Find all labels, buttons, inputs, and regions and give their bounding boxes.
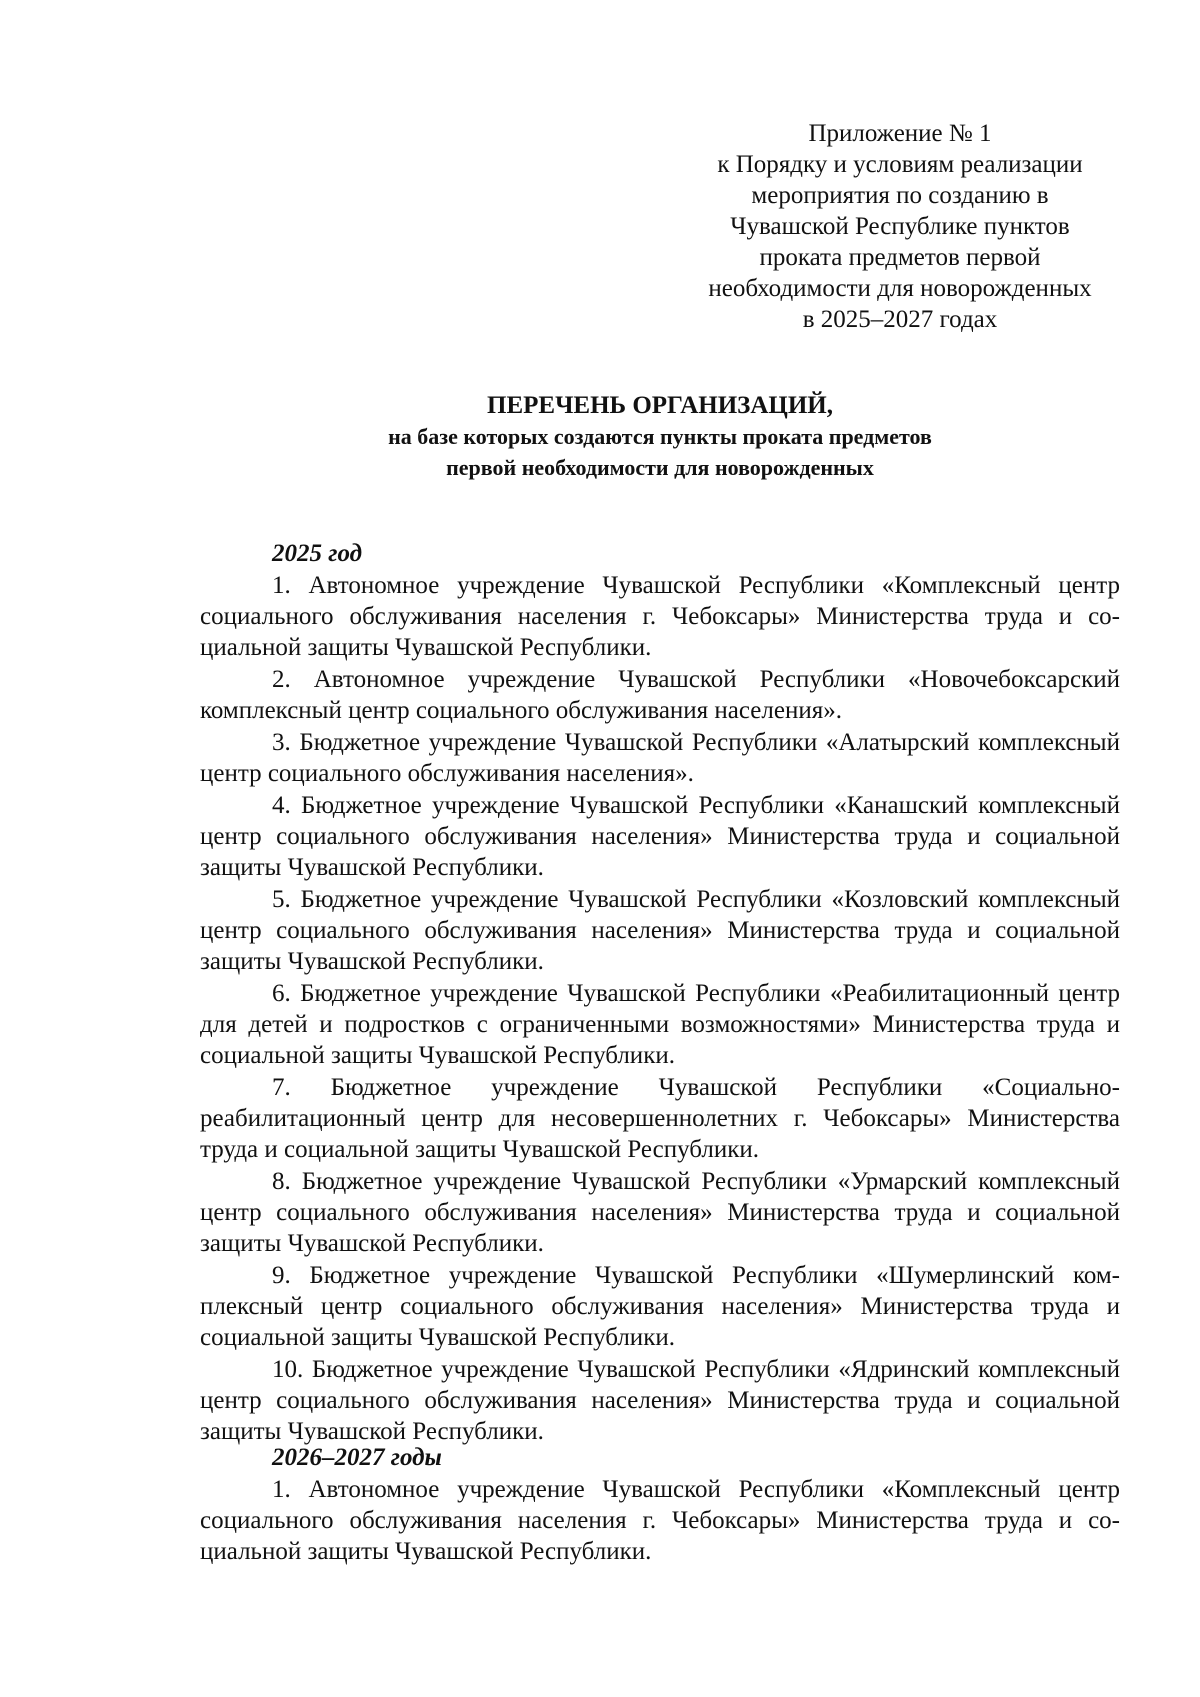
list-item: 3. Бюджетное учреждение Чувашской Республики «Алатырский комплексный центр социального обслуживания населения».	[200, 729, 1120, 787]
list-item: 10. Бюджетное учреждение Чувашской Республики «Ядринский комплексный центр социального обслуживания населения» Министерства труда и социальной защиты Чувашской Республики.	[200, 1356, 1120, 1445]
appendix-line: в 2025–2027 годах	[802, 306, 998, 333]
appendix-line: необходимости для новорожденных	[708, 275, 1092, 302]
appendix-line: проката предметов первой	[759, 244, 1041, 271]
list-item: 7. Бюджетное учреждение Чувашской Республики «Социально-реабилитационный центр для несовершеннолетних г. Чебоксары» Министерства труда и социальной защиты Чувашской Республики.	[200, 1074, 1120, 1163]
list-item: 9. Бюджетное учреждение Чувашской Республики «Шумерлинский комплексный центр социального обслуживания населения» Министерства труда и социальной защиты Чувашской Республики.	[200, 1262, 1120, 1351]
list-item: 4. Бюджетное учреждение Чувашской Республики «Канашский комплексный центр социального обслуживания населения» Министерства труда и социальной защиты Чувашской Республики.	[200, 792, 1120, 881]
list-item: 5. Бюджетное учреждение Чувашской Республики «Козловский комплексный центр социального обслуживания населения» Министерства труда и социальной защиты Чувашской Республики.	[200, 886, 1120, 975]
section-2025	[200, 538, 1120, 1448]
title-subtitle-line: первой необходимости для новорожденных	[446, 455, 874, 480]
section-heading: 2025 год	[272, 540, 363, 567]
document-title	[200, 390, 1120, 483]
title-main: ПЕРЕЧЕНЬ ОРГАНИЗАЦИЙ,	[487, 392, 833, 419]
list-item: 1. Автономное учреждение Чувашской Республики «Комплексный центр социального обслуживания населения г. Чебоксары» Министерства труда и социальной защиты Чувашской Республики.	[200, 572, 1120, 661]
title-subtitle-line: на базе которых создаются пункты проката предметов	[388, 424, 932, 449]
appendix-line: к Порядку и условиям реализации	[717, 151, 1083, 178]
list-item: 1. Автономное учреждение Чувашской Республики «Комплексный центр социального обслуживания населения г. Чебоксары» Министерства труда и социальной защиты Чувашской Республики.	[200, 1476, 1120, 1565]
list-item: 8. Бюджетное учреждение Чувашской Республики «Урмарский комплексный центр социального обслуживания населения» Министерства труда и социальной защиты Чувашской Республики.	[200, 1168, 1120, 1257]
list-item: 6. Бюджетное учреждение Чувашской Республики «Реабилитационный центр для детей и подростков с ограниченными возможностями» Министерства труда и социальной защиты Чувашской Республики.	[200, 980, 1120, 1069]
appendix-header	[680, 118, 1120, 335]
list-item: 2. Автономное учреждение Чувашской Республики «Новочебоксарский комплексный центр социального обслуживания населения».	[200, 666, 1120, 724]
appendix-line: мероприятия по созданию в	[751, 182, 1049, 209]
section-2026-2027	[200, 1442, 1120, 1568]
section-heading: 2026–2027 годы	[272, 1444, 442, 1471]
appendix-line: Приложение № 1	[808, 120, 992, 147]
appendix-line: Чувашской Республике пунктов	[730, 213, 1070, 240]
